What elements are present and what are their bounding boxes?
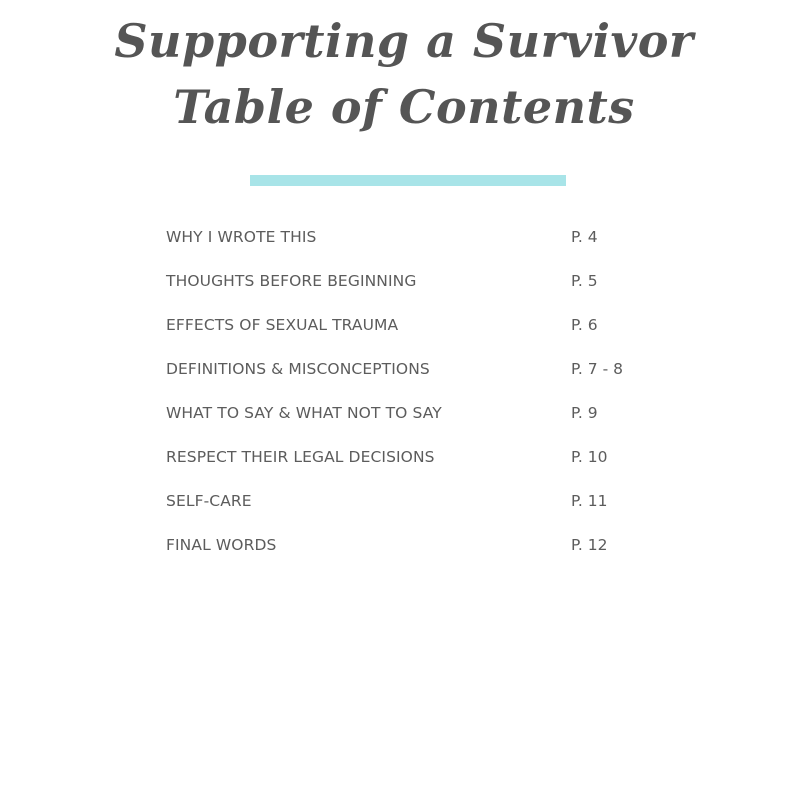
toc-entry-page: P. 6 (571, 316, 598, 334)
toc-entry-label: RESPECT THEIR LEGAL DECISIONS (166, 448, 435, 466)
toc-entry-thoughts-before-beginning[interactable] (166, 270, 646, 314)
toc-entry-what-to-say[interactable] (166, 402, 646, 446)
title-divider (250, 175, 566, 186)
toc-entry-page: P. 12 (571, 536, 608, 554)
toc-entry-definitions-misconceptions[interactable] (166, 358, 646, 402)
toc-entry-label: DEFINITIONS & MISCONCEPTIONS (166, 360, 430, 378)
toc-entry-label: SELF-CARE (166, 492, 252, 510)
toc-entry-why-i-wrote-this[interactable] (166, 226, 646, 270)
toc-entry-page: P. 9 (571, 404, 598, 422)
table-of-contents (166, 226, 646, 578)
toc-entry-page: P. 10 (571, 448, 608, 466)
toc-entry-label: WHY I WROTE THIS (166, 228, 317, 246)
toc-entry-label: THOUGHTS BEFORE BEGINNING (166, 272, 417, 290)
toc-entry-page: P. 5 (571, 272, 598, 290)
page-title-line-2: Table of Contents (173, 80, 635, 134)
toc-entry-page: P. 7 - 8 (571, 360, 623, 378)
page-title-line-1: Supporting a Survivor (114, 14, 694, 68)
toc-entry-label: EFFECTS OF SEXUAL TRAUMA (166, 316, 399, 334)
toc-entry-page: P. 4 (571, 228, 598, 246)
toc-entry-effects-of-sexual-trauma[interactable] (166, 314, 646, 358)
toc-entry-label: WHAT TO SAY & WHAT NOT TO SAY (166, 404, 442, 422)
toc-entry-page: P. 11 (571, 492, 608, 510)
toc-entry-final-words[interactable] (166, 534, 646, 578)
toc-entry-label: FINAL WORDS (166, 536, 277, 554)
toc-entry-respect-legal-decisions[interactable] (166, 446, 646, 490)
toc-entry-self-care[interactable] (166, 490, 646, 534)
